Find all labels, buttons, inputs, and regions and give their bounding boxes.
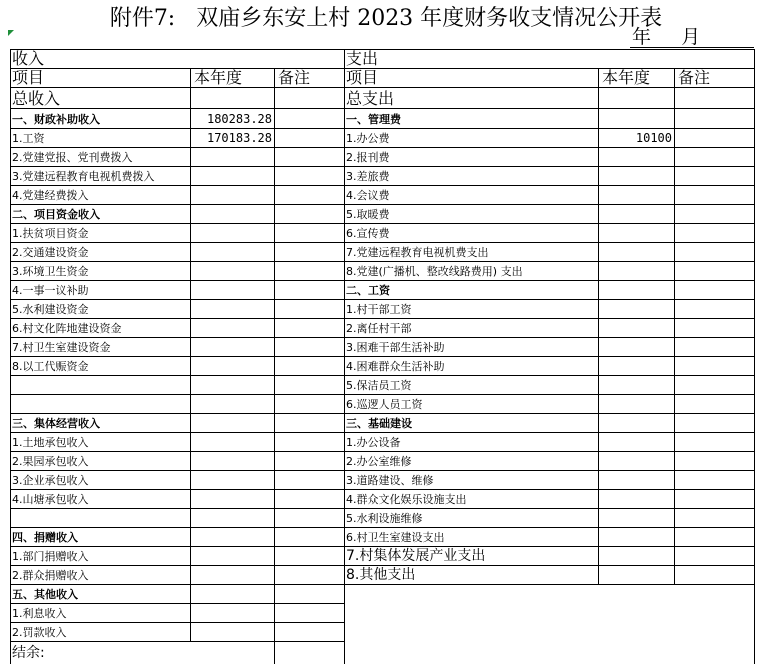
expense-row-label[interactable]: 二、工资 [346, 284, 390, 297]
grid-hline [10, 584, 344, 585]
year-month-underline [630, 47, 754, 48]
grid-hline [344, 375, 754, 376]
income-col-year[interactable]: 本年度 [194, 68, 243, 87]
income-row-label[interactable]: 6.村文化阵地建设资金 [12, 322, 122, 335]
grid-hline [10, 489, 344, 490]
grid-hline [10, 223, 344, 224]
grid-hline [344, 546, 754, 547]
grid-hline [10, 68, 754, 69]
expense-row-label[interactable]: 1.办公费 [346, 132, 390, 145]
grid-vline [274, 68, 275, 664]
grid-hline [344, 166, 754, 167]
grid-hline [10, 470, 344, 471]
expense-row-label[interactable]: 6.巡逻人员工资 [346, 398, 423, 411]
grid-hline [344, 584, 754, 585]
grid-hline [344, 128, 754, 129]
grid-hline [344, 318, 754, 319]
expense-row-label[interactable]: 一、管理费 [346, 113, 401, 126]
grid-hline [344, 261, 754, 262]
income-row-label[interactable]: 3.企业承包收入 [12, 474, 89, 487]
grid-hline [10, 261, 344, 262]
expense-row-label[interactable]: 4.困难群众生活补助 [346, 360, 445, 373]
grid-hline [344, 451, 754, 452]
grid-hline [10, 546, 344, 547]
income-row-label[interactable]: 8.以工代赈资金 [12, 360, 89, 373]
expense-row-label[interactable]: 3.道路建设、维修 [346, 474, 434, 487]
grid-hline [344, 470, 754, 471]
income-row-label[interactable]: 3.环境卫生资金 [12, 265, 89, 278]
expense-row-label[interactable]: 2.报刊费 [346, 151, 390, 164]
grid-hline [344, 432, 754, 433]
grid-hline [10, 565, 344, 566]
income-row-label[interactable]: 五、其他收入 [12, 588, 78, 601]
income-row-value[interactable]: 180283.28 [206, 112, 272, 126]
grid-hline [10, 508, 344, 509]
grid-hline [344, 565, 754, 566]
income-row-value[interactable]: 170183.28 [206, 131, 272, 145]
income-row-label[interactable]: 4.党建经费拨入 [12, 189, 89, 202]
expense-row-label[interactable]: 5.水利设施维修 [346, 512, 423, 525]
grid-hline [10, 413, 344, 414]
income-col-note[interactable]: 备注 [278, 68, 311, 87]
expense-row-label[interactable]: 7.村集体发展产业支出 [346, 548, 486, 564]
grid-hline [344, 299, 754, 300]
income-row-label[interactable]: 一、财政补助收入 [12, 113, 100, 126]
grid-hline [344, 223, 754, 224]
income-row-label[interactable]: 1.工资 [12, 132, 45, 145]
income-section-label[interactable]: 收入 [12, 49, 45, 68]
grid-hline [10, 49, 754, 50]
income-row-label[interactable]: 二、项目资金收入 [12, 208, 100, 221]
grid-vline [598, 68, 599, 585]
expense-row-label[interactable]: 3.困难干部生活补助 [346, 341, 445, 354]
grid-hline [344, 527, 754, 528]
income-row-label[interactable]: 1.利息收入 [12, 607, 67, 620]
expense-row-label[interactable]: 6.村卫生室建设支出 [346, 531, 445, 544]
income-row-label[interactable]: 2.党建党报、党刊费拨入 [12, 151, 133, 164]
expense-row-label[interactable]: 5.保洁员工资 [346, 379, 412, 392]
expense-row-label[interactable]: 2.办公室维修 [346, 455, 412, 468]
year-month-label: 年 月 [632, 26, 701, 48]
grid-hline [344, 356, 754, 357]
grid-vline [190, 68, 191, 642]
income-row-label[interactable]: 四、捐赠收入 [12, 531, 78, 544]
grid-hline [10, 394, 344, 395]
grid-vline [344, 49, 345, 664]
expense-row-label[interactable]: 1.村干部工资 [346, 303, 412, 316]
grid-hline [344, 413, 754, 414]
grid-hline [10, 603, 344, 604]
expense-row-label[interactable]: 7.党建远程教育电视机费支出 [346, 246, 489, 259]
income-row-label[interactable]: 4.山塘承包收入 [12, 493, 89, 506]
grid-hline [10, 166, 344, 167]
expense-row-label[interactable]: 8.党建(广播机、整改线路费用) 支出 [346, 265, 523, 278]
grid-hline [344, 508, 754, 509]
expense-row-label[interactable]: 2.离任村干部 [346, 322, 412, 335]
grid-vline [674, 68, 675, 585]
grid-hline [10, 318, 344, 319]
expense-row-label[interactable]: 三、基础建设 [346, 417, 412, 430]
grid-hline [10, 375, 344, 376]
grid-hline [10, 356, 344, 357]
grid-hline [344, 147, 754, 148]
expense-row-label[interactable]: 3.差旅费 [346, 170, 390, 183]
income-row-label[interactable]: 4.一事一议补助 [12, 284, 89, 297]
income-row-label[interactable]: 2.交通建设资金 [12, 246, 89, 259]
income-row-label[interactable]: 5.水利建设资金 [12, 303, 89, 316]
grid-hline [10, 641, 344, 642]
expense-total-label[interactable]: 总支出 [346, 89, 395, 108]
grid-hline [10, 432, 344, 433]
income-row-label[interactable]: 1.土地承包收入 [12, 436, 89, 449]
expense-row-label[interactable]: 4.群众文化娱乐设施支出 [346, 493, 467, 506]
grid-hline [10, 451, 344, 452]
expense-row-label[interactable]: 5.取暖费 [346, 208, 390, 221]
income-row-label[interactable]: 1.部门捐赠收入 [12, 550, 89, 563]
grid-hline [344, 185, 754, 186]
grid-hline [10, 108, 754, 109]
balance-label: 结余: [12, 645, 45, 661]
grid-hline [10, 185, 344, 186]
expense-row-label[interactable]: 6.宣传费 [346, 227, 390, 240]
income-row-label[interactable]: 2.罚款收入 [12, 626, 67, 639]
grid-hline [10, 128, 344, 129]
grid-hline [10, 299, 344, 300]
expense-row-value[interactable]: 10100 [635, 131, 672, 145]
expense-row-label[interactable]: 8.其他支出 [346, 567, 416, 583]
grid-hline [10, 147, 344, 148]
grid-hline [10, 280, 344, 281]
expense-col-year[interactable]: 本年度 [602, 68, 651, 87]
grid-vline [754, 49, 755, 664]
income-col-item[interactable]: 项目 [12, 68, 45, 87]
grid-vline [10, 49, 11, 664]
income-row-label[interactable]: 3.党建远程教育电视机费拨入 [12, 170, 155, 183]
grid-hline [344, 394, 754, 395]
expense-section-label[interactable]: 支出 [346, 49, 379, 68]
expense-row-label[interactable]: 4.会议费 [346, 189, 390, 202]
grid-hline [10, 527, 344, 528]
income-row-label[interactable]: 7.村卫生室建设资金 [12, 341, 111, 354]
income-row-label[interactable]: 三、集体经营收入 [12, 417, 100, 430]
expense-col-item[interactable]: 项目 [346, 68, 379, 87]
income-row-label[interactable]: 2.果园承包收入 [12, 455, 89, 468]
grid-hline [344, 204, 754, 205]
grid-hline [344, 489, 754, 490]
expense-row-label[interactable]: 1.办公设备 [346, 436, 401, 449]
grid-hline [344, 280, 754, 281]
income-row-label[interactable]: 1.扶贫项目资金 [12, 227, 89, 240]
page-title: 附件7: 双庙乡东安上村 2023 年度财务收支情况公开表 [109, 6, 663, 31]
grid-hline [10, 242, 344, 243]
grid-hline [344, 337, 754, 338]
income-total-label[interactable]: 总收入 [12, 89, 61, 108]
expense-col-note[interactable]: 备注 [678, 68, 711, 87]
grid-hline [10, 337, 344, 338]
income-row-label[interactable]: 2.群众捐赠收入 [12, 569, 89, 582]
grid-hline [10, 622, 344, 623]
grid-hline [10, 204, 344, 205]
grid-hline [344, 242, 754, 243]
grid-hline [10, 87, 754, 88]
